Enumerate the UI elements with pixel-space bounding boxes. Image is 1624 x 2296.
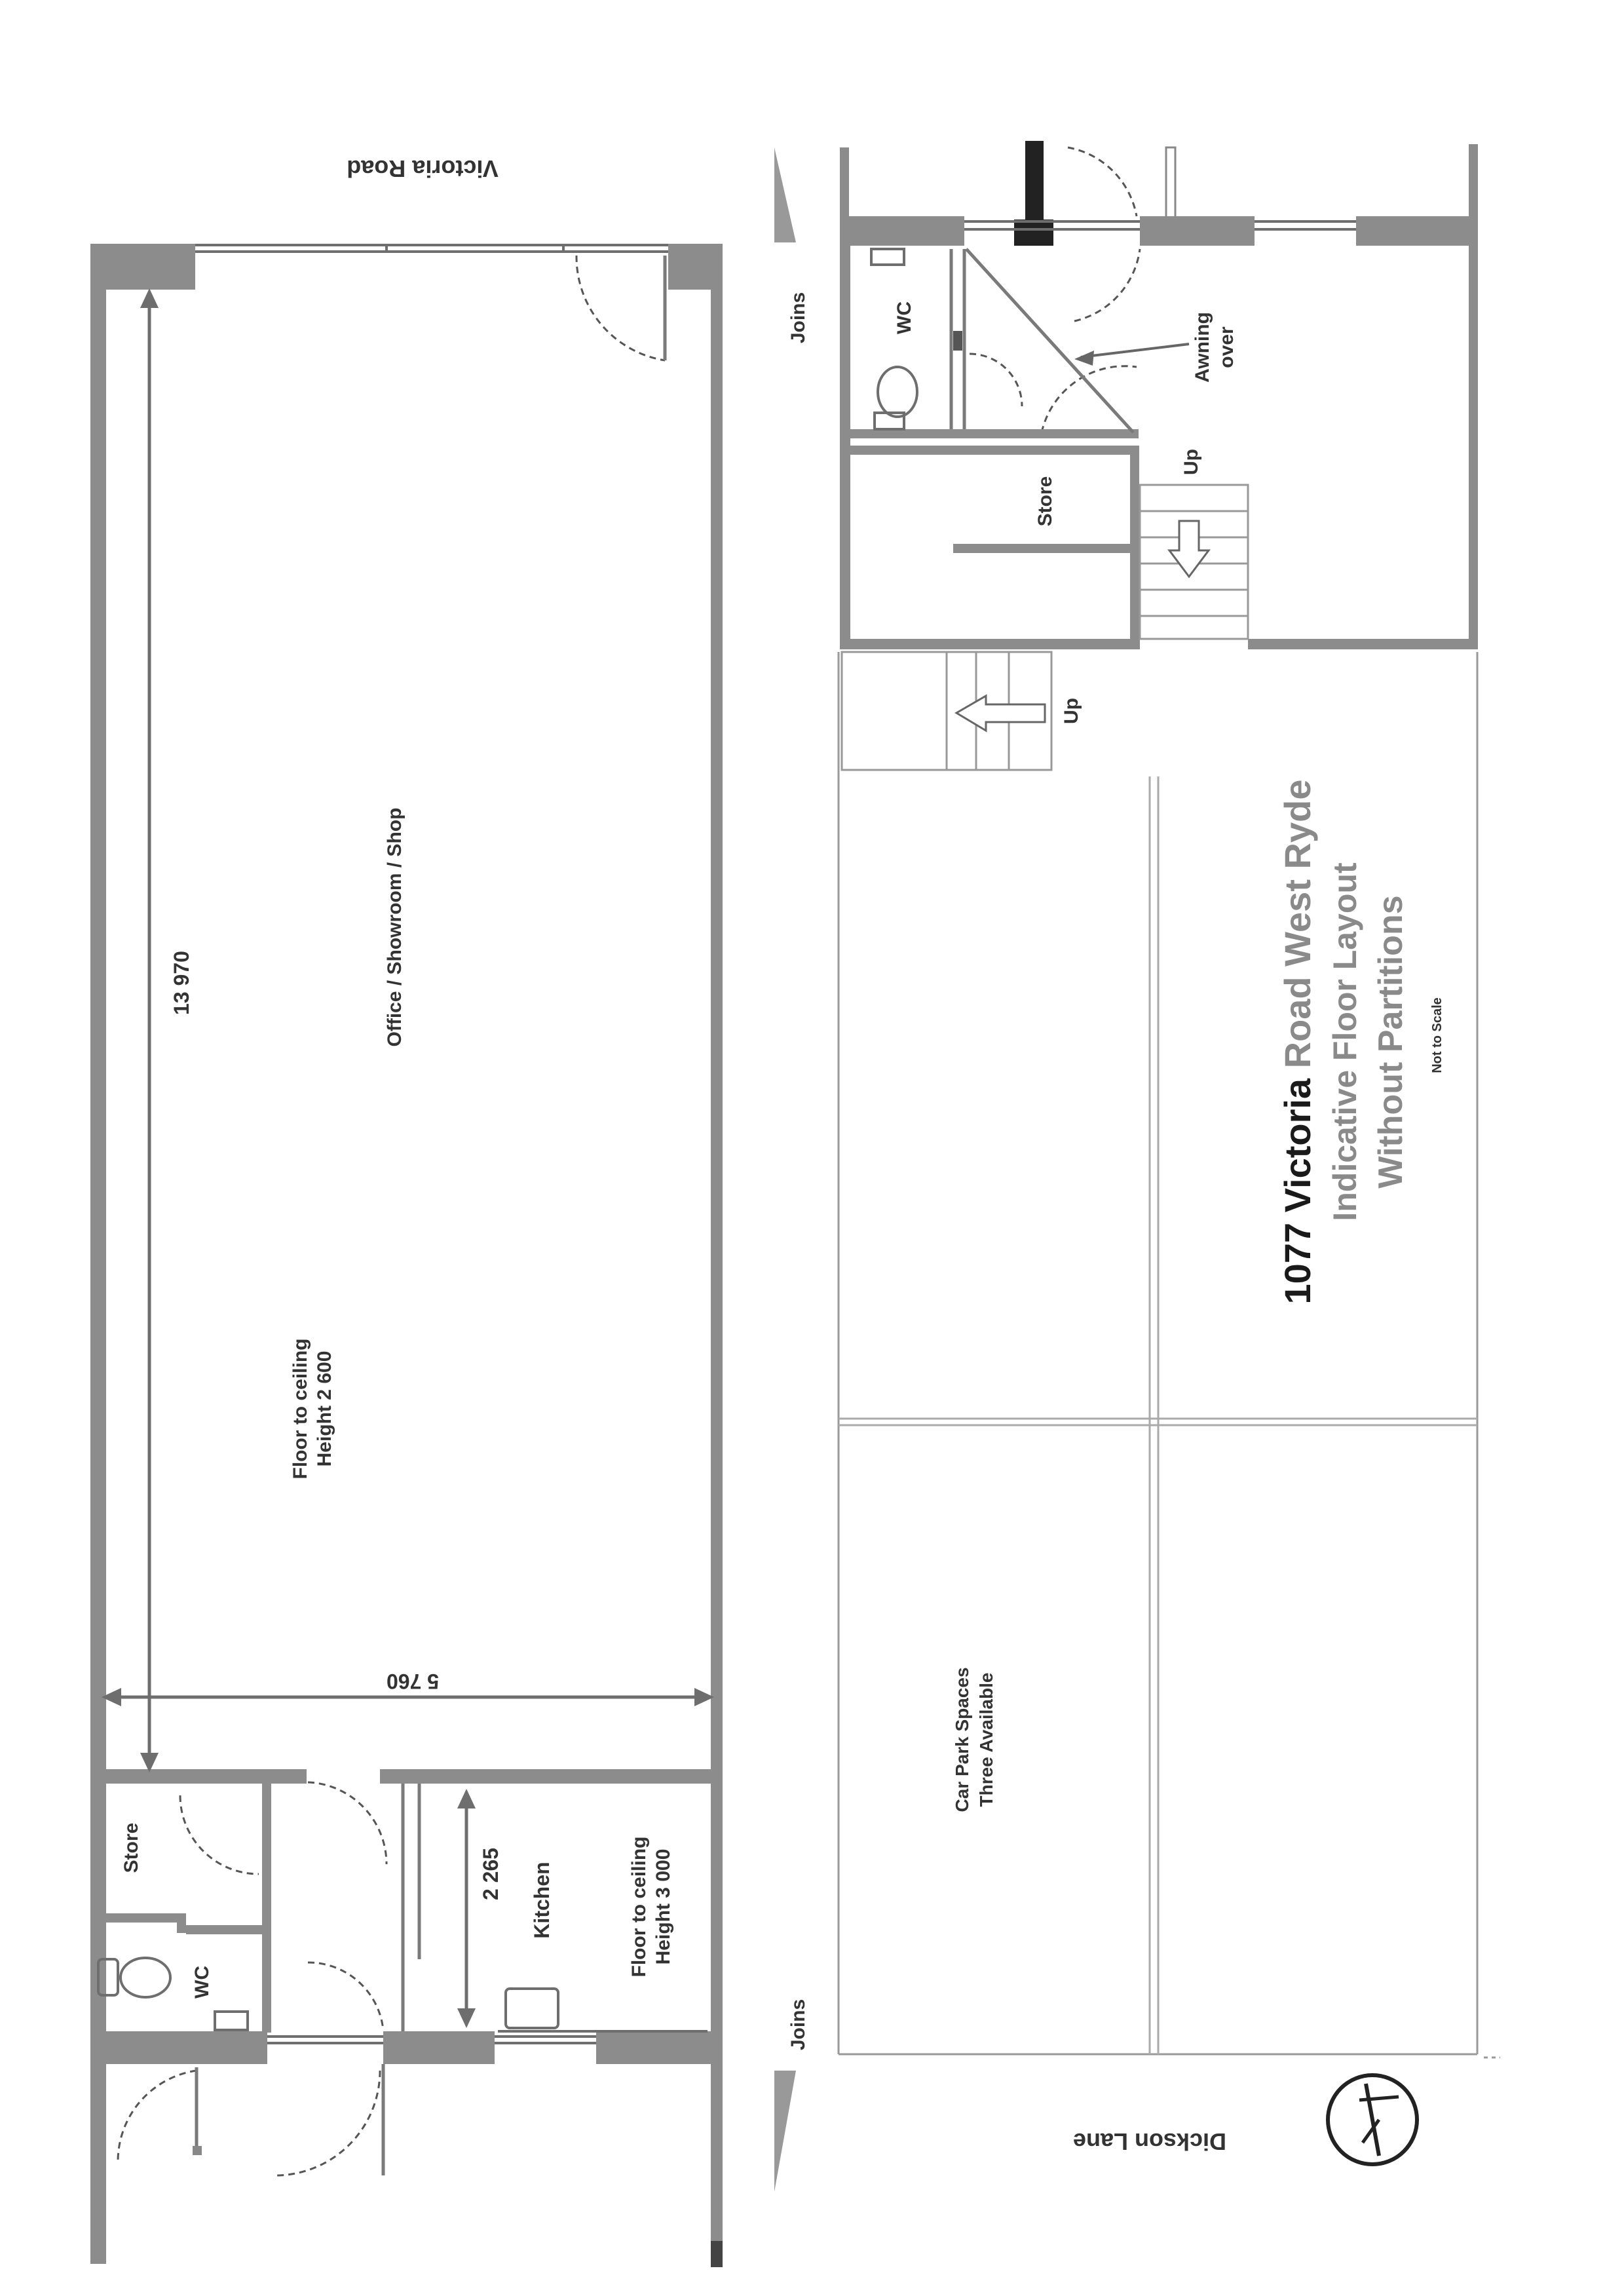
east-wall bbox=[711, 244, 723, 2264]
title-line3: Without Partitions bbox=[1372, 895, 1410, 1189]
dimension-kitchen bbox=[457, 1789, 476, 2028]
rear-door-swing-1 bbox=[118, 2071, 197, 2162]
basin bbox=[215, 2012, 248, 2030]
rear-partition-east bbox=[380, 1769, 723, 1784]
rear-wall-east bbox=[596, 2031, 723, 2064]
main-height-line2: Height 2 600 bbox=[314, 1350, 335, 1467]
toilet-bowl-icon bbox=[121, 1958, 170, 1997]
joins-label-bottom: Joins bbox=[787, 1999, 809, 2051]
title-line4: Not to Scale bbox=[1430, 997, 1445, 1073]
main-room-label: Office / Showroom / Shop bbox=[384, 807, 406, 1047]
awning-label-line1: Awning bbox=[1192, 312, 1213, 383]
rear-wall-west bbox=[90, 2031, 267, 2064]
street-label-top: Victoria Road bbox=[347, 155, 499, 182]
kitchen-label: Kitchen bbox=[530, 1862, 554, 1939]
awning-label-line2: over bbox=[1216, 326, 1237, 368]
corridor-door-swing bbox=[308, 1782, 387, 1864]
upper-wc-label: WC bbox=[894, 301, 915, 334]
joins-label-top: Joins bbox=[787, 292, 809, 344]
kitchen-dim-label: 2 265 bbox=[479, 1847, 502, 1901]
upper-store-label: Store bbox=[1034, 476, 1056, 527]
car-park-line1: Car Park Spaces bbox=[952, 1667, 972, 1812]
shopfront-door-swing bbox=[576, 256, 665, 360]
joins-marker-bottom bbox=[774, 2071, 796, 2192]
stair-arrow-left-icon bbox=[956, 696, 1045, 731]
title-line2: Indicative Floor Layout bbox=[1327, 862, 1363, 1221]
joins-marker-top bbox=[774, 147, 796, 242]
dim-width-label: 5 760 bbox=[386, 1670, 440, 1693]
toilet-bowl-icon bbox=[878, 367, 917, 417]
up-label-lower: Up bbox=[1061, 698, 1082, 724]
corner-pier-ne bbox=[668, 244, 723, 290]
dim-length-label: 13 970 bbox=[170, 951, 193, 1015]
kitchen-door-swing bbox=[308, 1962, 383, 2030]
stair-arrow-down-icon bbox=[1169, 521, 1209, 577]
kitchen-height-line2: Height 3 000 bbox=[652, 1848, 674, 1965]
awning-leader bbox=[1081, 344, 1189, 357]
awning-diagonal bbox=[966, 249, 1133, 432]
main-height-line1: Floor to ceiling bbox=[290, 1338, 311, 1480]
rear-partition-west bbox=[90, 1769, 307, 1784]
corner-pier-nw bbox=[90, 244, 195, 290]
wc-door-swing bbox=[970, 354, 1022, 406]
kitchen-sink bbox=[506, 1989, 558, 2028]
rear-wall-mid bbox=[383, 2031, 495, 2064]
upper-door-swing-1 bbox=[1068, 147, 1137, 216]
car-park-line2: Three Available bbox=[976, 1672, 996, 1807]
street-label-bottom: Dickson Lane bbox=[1072, 2128, 1227, 2155]
store-label: Store bbox=[121, 1822, 142, 1873]
upper-door-swing-2 bbox=[1074, 249, 1140, 321]
wc-label: WC bbox=[191, 1966, 213, 1999]
dimension-length bbox=[140, 288, 159, 1772]
wc-store-partition bbox=[262, 1784, 271, 2033]
rear-door-swing-2 bbox=[275, 2071, 380, 2175]
title-address: 1077 Victoria Road West Ryde bbox=[1277, 779, 1318, 1305]
up-label-upper: Up bbox=[1180, 449, 1202, 475]
store-door-swing bbox=[180, 1795, 259, 1874]
kitchen-height-line1: Floor to ceiling bbox=[628, 1836, 650, 1978]
north-arrow bbox=[1328, 2075, 1417, 2164]
